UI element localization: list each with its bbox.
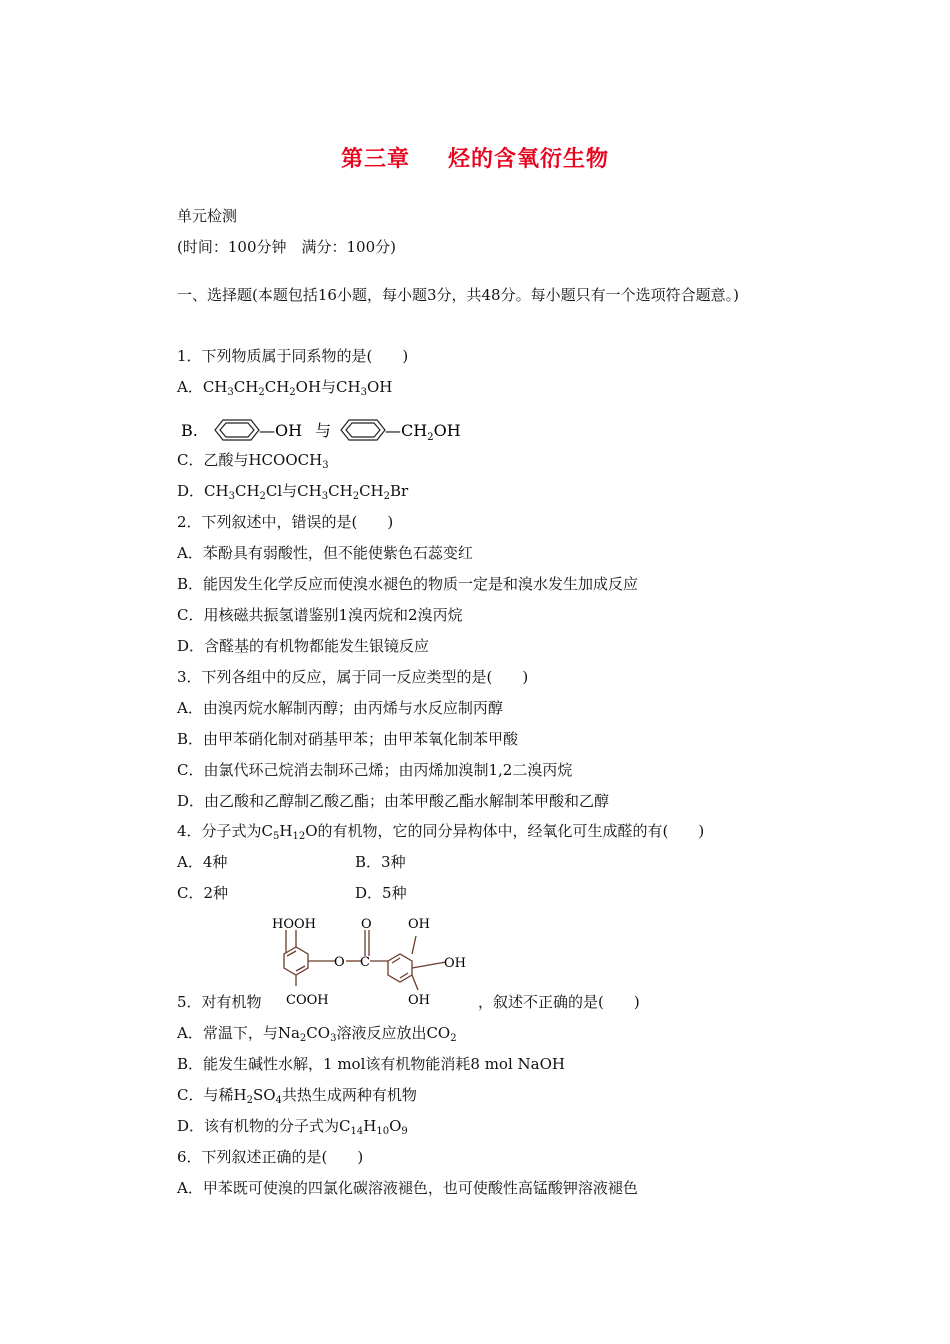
q5-stem-end: ，叙述不正确的是( ): [478, 993, 640, 1011]
benzene-ring-icon: [341, 420, 385, 440]
q5-structure-diagram: [268, 912, 468, 1012]
oh-right-label: OH: [444, 956, 466, 971]
q3-option-d: D．由乙酸和乙醇制乙酸乙酯；由苯甲酸乙酯水解制苯甲酸和乙醇: [177, 792, 610, 810]
hydroxymethyl-group: $—CH_2OH$: [385, 421, 461, 443]
q3-stem: 3．下列各组中的反应，属于同一反应类型的是( ): [177, 668, 529, 686]
q5-stem-start: 5．对有机物: [177, 993, 262, 1011]
cooh-label: COOH: [286, 993, 329, 1008]
chapter-title: [0, 142, 950, 173]
q1-option-a: A．$CH_3CH_2CH_2OH$与$CH_3OH$: [177, 378, 393, 398]
q3-option-a: A．由溴丙烷水解制丙醇；由丙烯与水反应制丙醇: [177, 699, 503, 717]
q5-option-c: C．与稀$H_2SO_4$共热生成两种有机物: [177, 1086, 417, 1106]
q2-option-d: D．含醛基的有机物都能发生银镜反应: [177, 637, 430, 655]
q1-stem: 1．下列物质属于同系物的是( ): [177, 347, 409, 365]
carbonyl-o-label: O: [361, 917, 372, 932]
hooh-label: HOOH: [272, 917, 316, 932]
chapter-name: 烃的含氧衍生物: [448, 147, 610, 172]
q5-structure: [268, 912, 468, 1012]
time-info: (时间：100分钟 满分：100分): [177, 238, 396, 256]
section-heading: 一、选择题(本题包括16小题，每小题3分，共48分。每小题只有一个选项符合题意。): [177, 286, 739, 304]
q6-option-a: A．甲苯既可使溴的四氯化碳溶液褪色，也可使酸性高锰酸钾溶液褪色: [177, 1179, 638, 1197]
q4-option-b: B．3种: [355, 853, 406, 871]
q5-option-d: D．该有机物的分子式为$C_{14}H_{10}O_9$: [177, 1117, 408, 1137]
q2-stem: 2．下列叙述中，错误的是( ): [177, 513, 394, 531]
q2-option-c: C．用核磁共振氢谱鉴别1溴丙烷和2溴丙烷: [177, 606, 463, 624]
q5-option-b: B．能发生碱性水解，1 mol该有机物能消耗8 mol NaOH: [177, 1055, 565, 1073]
carbon-label: C: [360, 955, 370, 970]
q1-option-d: D．$CH_3CH_2Cl$与$CH_3CH_2CH_2Br$: [177, 482, 409, 502]
q4-option-a: A．4种: [177, 853, 228, 871]
q4-option-c: C．2种: [177, 884, 229, 902]
and-word: 与: [315, 421, 332, 440]
q6-stem: 6．下列叙述正确的是( ): [177, 1148, 364, 1166]
q1-option-b: [177, 414, 497, 446]
ester-o-label: O: [334, 955, 345, 970]
q4-option-d: D．5种: [355, 884, 407, 902]
q1-option-c: C．乙酸与$HCOOCH_3$: [177, 451, 329, 471]
q2-option-a: A．苯酚具有弱酸性，但不能使紫色石蕊变红: [177, 544, 473, 562]
subtitle: 单元检测: [177, 207, 238, 225]
q2-option-b: B．能因发生化学反应而使溴水褪色的物质一定是和溴水发生加成反应: [177, 575, 639, 593]
oh-bottom-label: OH: [408, 993, 430, 1008]
q5-option-a: A．常温下，与$Na_2CO_3$溶液反应放出$CO_2$: [177, 1024, 457, 1044]
q4-stem: 4．分子式为$C_5H_{12}O$的有机物，它的同分异构体中，经氧化可生成醛的有( ): [177, 822, 705, 842]
oh-top-label: OH: [408, 917, 430, 932]
q3-option-c: C．由氯代环己烷消去制环己烯；由丙烯加溴制1,2二溴丙烷: [177, 761, 573, 779]
hydroxyl-group: —OH: [259, 421, 303, 440]
q1-option-b-structures: [177, 414, 497, 446]
q3-option-b: B．由甲苯硝化制对硝基甲苯；由甲苯氧化制苯甲酸: [177, 730, 519, 748]
chapter-number: 第三章: [340, 147, 410, 172]
benzene-ring-icon: [215, 420, 259, 440]
option-b-label: B.: [181, 421, 198, 440]
